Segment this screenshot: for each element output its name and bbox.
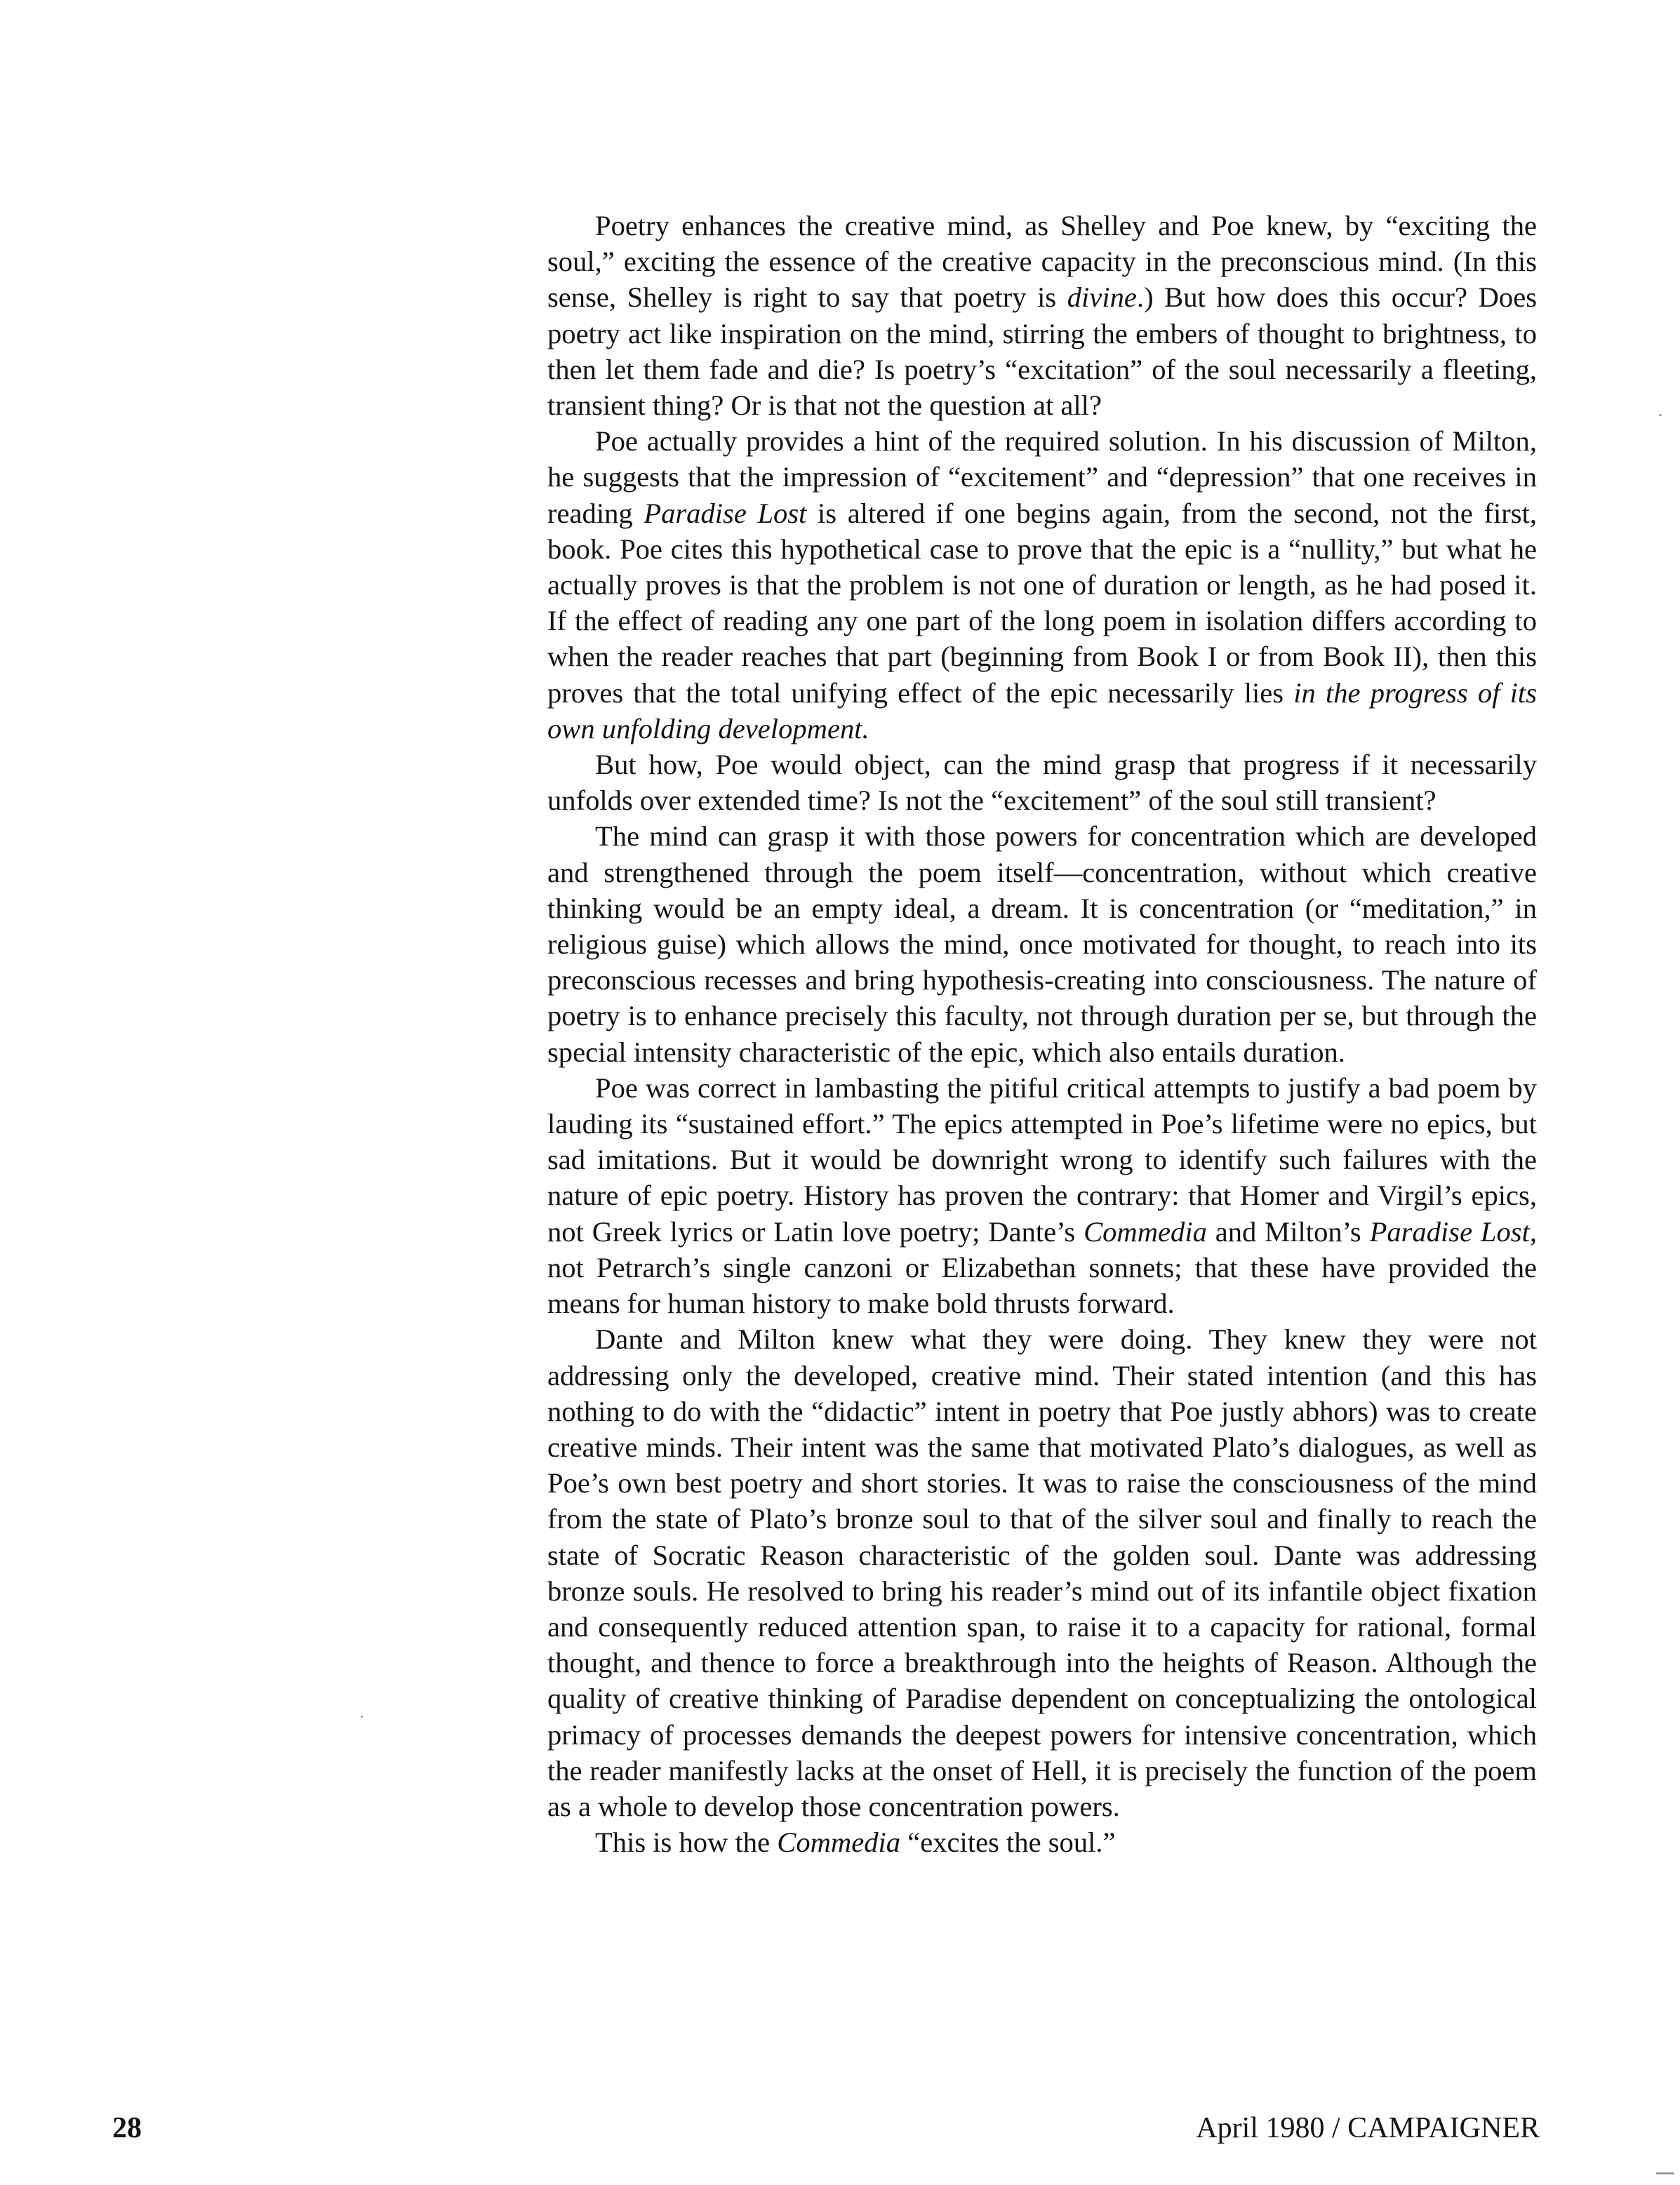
text-run: But how, Poe would object, can the mind grasp that progress if it necessarily unfolds over extended time? Is not the “excitement” of the soul still transient? [547, 749, 1537, 817]
text-run: .) But how does this occur? Does poetry act like inspiration on the mind, stirring the embers of thought to brightness, to then let them fade and die? Is poetry’s “excitation” of the soul necessarily a fleeting, transient thing? Or is that not the question at all? [547, 281, 1537, 422]
italic-run: Commedia [777, 1826, 901, 1859]
italic-run: in the progress of its own unfolding development. [547, 676, 1537, 744]
text-run: This is how the [595, 1826, 778, 1859]
scan-speck [1656, 2172, 1674, 2174]
body-paragraph [547, 1070, 1537, 1321]
italic-run: divine [1067, 281, 1137, 314]
body-paragraph [547, 423, 1537, 747]
italic-run: Commedia [1084, 1215, 1207, 1248]
text-run: is altered if one begins again, from the second, not the first, book. Poe cites this hypothetical case to prove that the epic is a “nullity,” but what he actually proves is that the problem is not one of duration or length, as he had posed it. If the effect of reading any one part of the long poem in isolation differs according to when the reader reaches that part (beginning from Book I or from Book II), then this proves that the total unifying effect of the epic necessarily lies [547, 497, 1537, 709]
scan-speck [361, 1716, 363, 1718]
text-run: Poe actually provides a hint of the required solution. In his discussion of Milton, he suggests that the impression of “excitement” and “depression” that one receives in reading [547, 425, 1537, 529]
body-paragraph [547, 1824, 1537, 1860]
body-paragraph [547, 747, 1537, 818]
text-run: not Petrarch’s single canzoni or Elizabethan sonnets; that these have provided the means for human history to make bold thrusts forward. [547, 1251, 1537, 1320]
body-paragraph [547, 1321, 1537, 1824]
text-run: Dante and Milton knew what they were doing. They knew they were not addressing only the developed, creative mind. Their stated intention (and this has nothing to do with the “didactic” intent in poetry that Poe justly abhors) was to create creative minds. Their intent was the same that motivated Plato’s dialogues, as well as Poe’s own best poetry and short stories. It was to raise the consciousness of the mind from the state of Plato’s bronze soul to that of the silver soul and finally to reach the state of Socratic Reason characteristic of the golden soul. Dante was addressing bronze souls. He resolved to bring his reader’s mind out of its infantile object fixation and consequently reduced attention span, to raise it to a capacity for rational, formal thought, and thence to force a breakthrough into the heights of Reason. Although the quality of creative thinking of Paradise dependent on conceptualizing the ontological primacy of processes demands the deepest powers for intensive concentration, which the reader manifestly lacks at the onset of Hell, it is precisely the function of the poem as a whole to develop those concentration powers. [547, 1323, 1537, 1822]
text-run: “excites the soul.” [900, 1826, 1116, 1859]
body-paragraph [547, 818, 1537, 1069]
article-body [547, 208, 1537, 1860]
text-run: and Milton’s [1206, 1215, 1370, 1248]
page-number: 28 [112, 2112, 142, 2144]
text-run: The mind can grasp it with those powers for concentration which are developed and strengthened through the poem itself—concentration, without which creative thinking would be an empty ideal, a dream. It is concentration (or “meditation,” in religious guise) which allows the mind, once motivated for thought, to reach into its preconscious recesses and bring hypothesis-creating into consciousness. The nature of poetry is to enhance precisely this faculty, not through duration per se, but through the special intensity characteristic of the epic, which also entails duration. [547, 820, 1537, 1068]
text-run: Poe was correct in lambasting the pitiful critical attempts to justify a bad poem by lauding its “sustained effort.” The epics attempted in Poe’s lifetime were no epics, but sad imitations. But it would be downright wrong to identify such failures with the nature of epic poetry. History has proven the contrary: that Homer and Virgil’s epics, not Greek lyrics or Latin love poetry; Dante’s [547, 1071, 1537, 1248]
running-footer: April 1980 / CAMPAIGNER [1196, 2112, 1540, 2144]
text-run: Poetry enhances the creative mind, as Shelley and Poe knew, by “exciting the soul,” exciting the essence of the creative capacity in the preconscious mind. (In this sense, Shelley is right to say that poetry is [547, 210, 1537, 314]
scan-speck [1659, 414, 1662, 416]
body-paragraph [547, 208, 1537, 423]
italic-run: Paradise Lost [644, 497, 807, 529]
italic-run: Paradise Lost, [1369, 1215, 1537, 1248]
